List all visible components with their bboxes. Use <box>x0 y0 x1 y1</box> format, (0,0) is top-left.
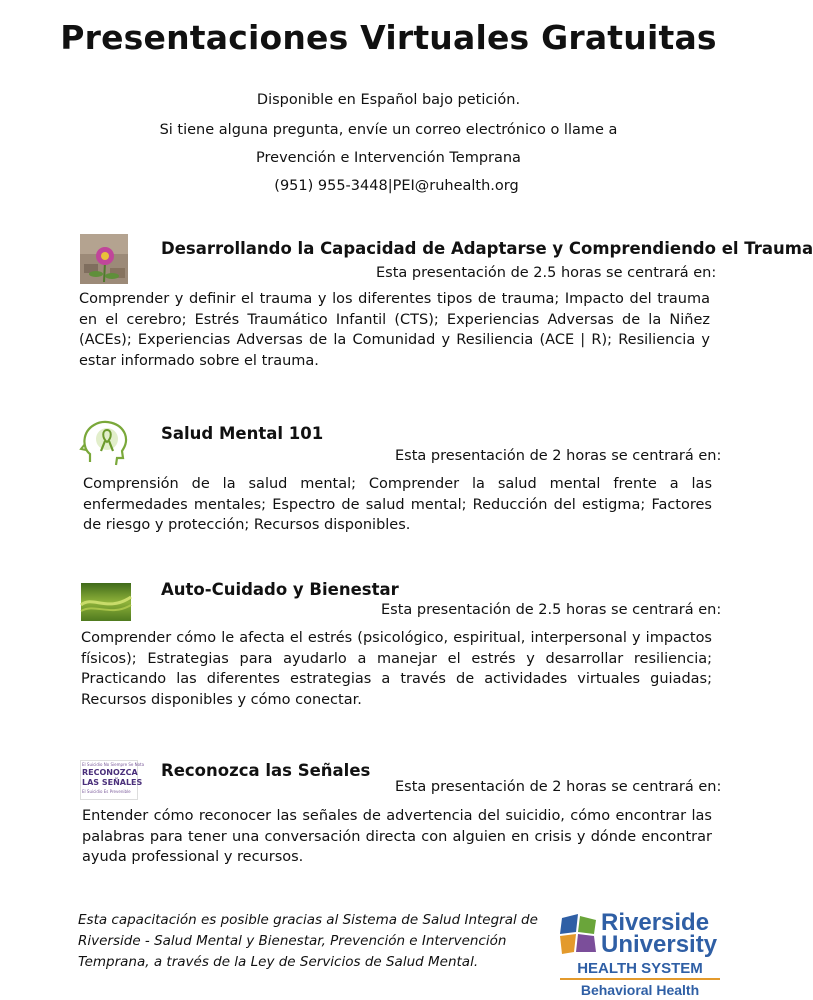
section-body-self-care: Comprender cómo le afecta el estrés (psicológico, espiritual, interpersonal y impactos físicos); Estrategias para ayudarlo a manejar el estrés y desarrollar resiliencia; Practicando las diferentes estrategias a través de actividades virtuales guiadas; Recursos disponibles y cómo conectar. <box>81 630 712 708</box>
section-duration-self-care: Esta presentación de 2.5 horas se centrará en: <box>381 602 722 618</box>
riverside-logo-mark-icon <box>560 914 598 954</box>
riverside-university-logo <box>560 909 720 998</box>
section-body-trauma: Comprender y definir el trauma y los diferentes tipos de trauma; Impacto del trauma en el cerebro; Estrés Traumático Infantil (CTS); Experiencias Adversas de la Niñez (ACEs); Experiencias Adversas de la Comunidad y Resiliencia (ACE | R); Resiliencia y estar informado sobre el trauma. <box>79 291 710 369</box>
logo-line-behavioral-health: Behavioral Health <box>580 982 700 998</box>
section-duration-recognize-signs: Esta presentación de 2 horas se centrará en: <box>395 779 722 795</box>
logo-line-riverside: Riverside <box>601 909 710 936</box>
contact-info: (951) 955-3448|PEI@ruhealth.org <box>274 178 519 194</box>
logo-word-senales: LAS SEÑALES <box>82 778 143 787</box>
logo-divider <box>560 978 720 980</box>
green-wave-icon <box>81 583 131 621</box>
section-body-mental-health: Comprensión de la salud mental; Comprender la salud mental frente a las enfermedades mentales; Espectro de salud mental; Reducción del estigma; Factores de riesgo y protección; Recursos disponibles. <box>83 476 712 533</box>
contact-intro: Si tiene alguna pregunta, envíe un correo electrónico o llame a <box>159 122 618 138</box>
section-duration-mental-health: Esta presentación de 2 horas se centrará en: <box>395 448 722 464</box>
section-title-self-care: Auto-Cuidado y Bienestar <box>161 580 399 599</box>
logo-line-university: University <box>601 931 718 958</box>
funding-note: Esta capacitación es posible gracias al Sistema de Salud Integral de Riverside - Salud Mental y Bienestar, Prevención e Intervención Temprana, a través de la Ley de Servicios de Salud Mental. <box>78 912 538 970</box>
page-title: Presentaciones Virtuales Gratuitas <box>60 18 717 57</box>
section-duration-trauma: Esta presentación de 2.5 horas se centrará en: <box>376 265 717 281</box>
recognize-signs-logo <box>80 760 145 800</box>
logo-line-health-system: HEALTH SYSTEM <box>577 960 703 977</box>
logo-word-reconozca: RECONOZCA <box>82 768 138 777</box>
department-name: Prevención e Intervención Temprana <box>256 150 521 166</box>
head-ribbon-icon <box>80 418 130 468</box>
spanish-availability: Disponible en Español bajo petición. <box>256 92 521 108</box>
flower-photo-icon <box>80 234 128 284</box>
logo-tagline-bottom: El Suicidio Es Prevenible <box>82 789 131 794</box>
section-title-mental-health: Salud Mental 101 <box>161 424 324 443</box>
section-body-recognize-signs: Entender cómo reconocer las señales de advertencia del suicidio, cómo encontrar las palabras para tener una conversación directa con alguien en crisis y dónde encontrar ayuda professional y recursos. <box>82 808 712 865</box>
section-title-recognize-signs: Reconozca las Señales <box>161 761 371 780</box>
section-title-trauma: Desarrollando la Capacidad de Adaptarse y Comprendiendo el Trauma <box>161 239 813 258</box>
logo-tagline-top: El Suicidio No Siempre Se Nota <box>82 762 145 767</box>
logo-wordmark <box>601 909 718 958</box>
